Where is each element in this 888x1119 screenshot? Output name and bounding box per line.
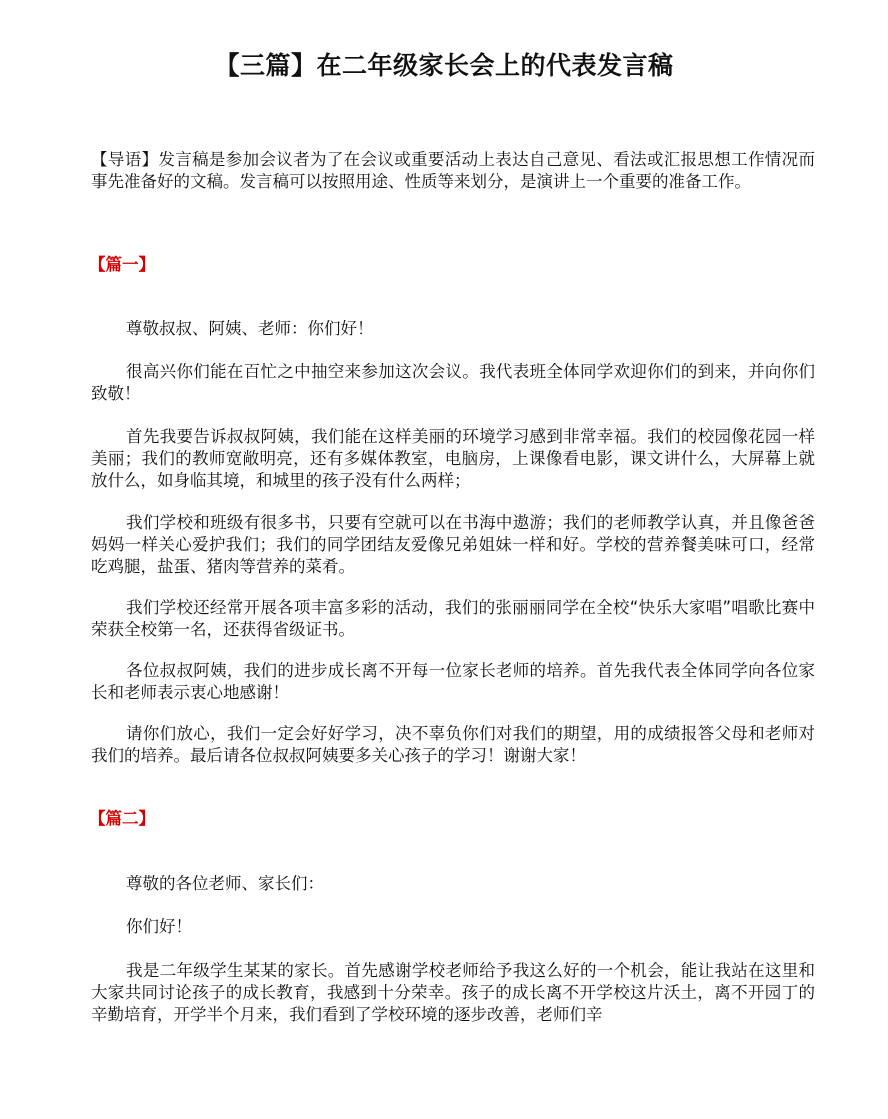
s1-paragraph-6: 各位叔叔阿姨，我们的进步成长离不开每一位家长老师的培养。首先我代表全体同学向各位家长和老师表示衷心地感谢！ [91, 661, 815, 702]
s1-paragraph-5: 我们学校还经常开展各项丰富多彩的活动，我们的张丽丽同学在全校“快乐大家唱”唱歌比赛中荣获全校第一名，还获得省级证书。 [91, 598, 815, 639]
section-heading-1: 【篇一】 [89, 255, 155, 274]
s2-paragraph-2: 你们好！ [126, 917, 192, 936]
s1-paragraph-1: 尊敬叔叔、阿姨、老师：你们好！ [126, 319, 374, 338]
s1-paragraph-3: 首先我要告诉叔叔阿姨，我们能在这样美丽的环境学习感到非常幸福。我们的校园像花园一样美丽；我们的教师宽敞明亮，还有多媒体教室，电脑房，上课像看电影，课文讲什么，大屏幕上就放什么，如身临其境，和城里的孩子没有什么两样； [91, 427, 815, 490]
s1-paragraph-4: 我们学校和班级有很多书，只要有空就可以在书海中遨游；我们的老师教学认真，并且像爸爸妈妈一样关心爱护我们；我们的同学团结友爱像兄弟姐妹一样和好。学校的营养餐美味可口，经常吃鸡腿，盐蛋、猪肉等营养的菜肴。 [91, 513, 815, 576]
section-heading-2: 【篇二】 [89, 809, 155, 828]
s2-paragraph-3: 我是二年级学生某某的家长。首先感谢学校老师给予我这么好的一个机会，能让我站在这里和大家共同讨论孩子的成长教育，我感到十分荣幸。孩子的成长离不开学校这片沃土，离不开园丁的辛勤培育，开学半个月来，我们看到了学校环境的逐步改善，老师们辛 [91, 961, 815, 1024]
s1-paragraph-2: 很高兴你们能在百忙之中抽空来参加这次会议。我代表班全体同学欢迎你们的到来，并向你们致敬！ [91, 362, 815, 403]
intro-paragraph: 【导语】发言稿是参加会议者为了在会议或重要活动上表达自己意见、看法或汇报思想工作情况而事先准备好的文稿。发言稿可以按照用途、性质等来划分，是演讲上一个重要的准备工作。 [91, 150, 815, 191]
s2-paragraph-1: 尊敬的各位老师、家长们： [126, 874, 324, 893]
document-title: 【三篇】在二年级家长会上的代表发言稿 [214, 51, 674, 80]
s1-paragraph-7: 请你们放心，我们一定会好好学习，决不辜负你们对我们的期望，用的成绩报答父母和老师对我们的培养。最后请各位叔叔阿姨要多关心孩子的学习！谢谢大家！ [91, 724, 815, 765]
